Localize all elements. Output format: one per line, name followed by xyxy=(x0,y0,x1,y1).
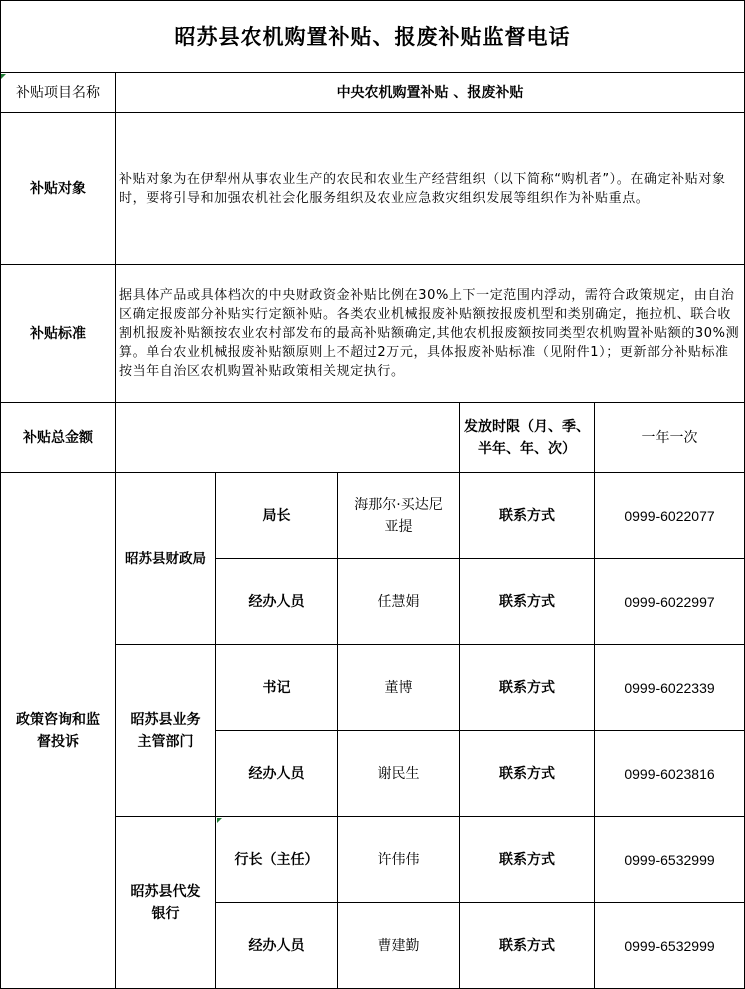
person-name: 海那尔·买达尼亚提 xyxy=(338,473,460,559)
contact-label: 联系方式 xyxy=(460,817,595,903)
standard-label: 补贴标准 xyxy=(0,265,116,403)
cell-marker xyxy=(1,74,6,79)
role-cell: 经办人员 xyxy=(216,903,338,989)
payout-period-label: 发放时限（月、季、半年、年、次） xyxy=(460,403,595,473)
phone-number: 0999-6532999 xyxy=(595,903,745,989)
contact-label: 联系方式 xyxy=(460,731,595,817)
person-name: 曹建勤 xyxy=(338,903,460,989)
role-cell: 局长 xyxy=(216,473,338,559)
target-paragraph: 补贴对象为在伊犁州从事农业生产的农民和农业生产经营组织（以下简称“购机者”）。在确定补贴对象时，要将引导和加强农机社会化服务组织及农业应急救灾组织发展等组织作为补贴重点。 xyxy=(119,171,726,206)
person-name: 谢民生 xyxy=(338,731,460,817)
org-finance-bureau: 昭苏县财政局 xyxy=(116,473,216,645)
target-text xyxy=(116,113,745,265)
contact-label: 联系方式 xyxy=(460,645,595,731)
total-amount-value xyxy=(116,403,460,473)
person-name: 许伟伟 xyxy=(338,817,460,903)
phone-number: 0999-6022997 xyxy=(595,559,745,645)
role-cell: 经办人员 xyxy=(216,731,338,817)
standard-text xyxy=(116,265,745,403)
role-cell: 行长（主任） xyxy=(216,817,338,903)
phone-number: 0999-6022339 xyxy=(595,645,745,731)
page-title: 昭苏县农机购置补贴、报废补贴监督电话 xyxy=(0,0,745,73)
total-amount-label: 补贴总金额 xyxy=(0,403,116,473)
contact-label: 联系方式 xyxy=(460,473,595,559)
contact-label: 联系方式 xyxy=(460,903,595,989)
org-agent-bank: 昭苏县代发银行 xyxy=(116,817,216,989)
phone-number: 0999-6022077 xyxy=(595,473,745,559)
phone-number: 0999-6023816 xyxy=(595,731,745,817)
person-name: 任慧娟 xyxy=(338,559,460,645)
payout-period-value: 一年一次 xyxy=(595,403,745,473)
project-name-value: 中央农机购置补贴 、报废补贴 xyxy=(116,73,745,113)
consult-label: 政策咨询和监督投诉 xyxy=(0,473,116,989)
org-business-dept: 昭苏县业务主管部门 xyxy=(116,645,216,817)
target-label: 补贴对象 xyxy=(0,113,116,265)
role-cell: 经办人员 xyxy=(216,559,338,645)
standard-paragraph: 据具体产品或具体档次的中央财政资金补贴比例在30%上下一定范围内浮动，需符合政策规定，由自治区确定报废部分补贴实行定额补贴。各类农业机械报废补贴额按报废机型和类别确定，拖拉机、联合收割机报废补贴额按农业农村部发布的最高补贴额确定,其他农机报废额按同类型农机购置补贴额的30%测算。单台农业机械报废补贴额原则上不超过2万元，具体报废补贴标准（见附件1）；更新部分补贴标准按当年自治区农机购置补贴政策相关规定执行。 xyxy=(119,288,740,379)
role-cell: 书记 xyxy=(216,645,338,731)
project-name-label: 补贴项目名称 xyxy=(0,73,116,113)
phone-number: 0999-6532999 xyxy=(595,817,745,903)
contact-label: 联系方式 xyxy=(460,559,595,645)
person-name: 董博 xyxy=(338,645,460,731)
